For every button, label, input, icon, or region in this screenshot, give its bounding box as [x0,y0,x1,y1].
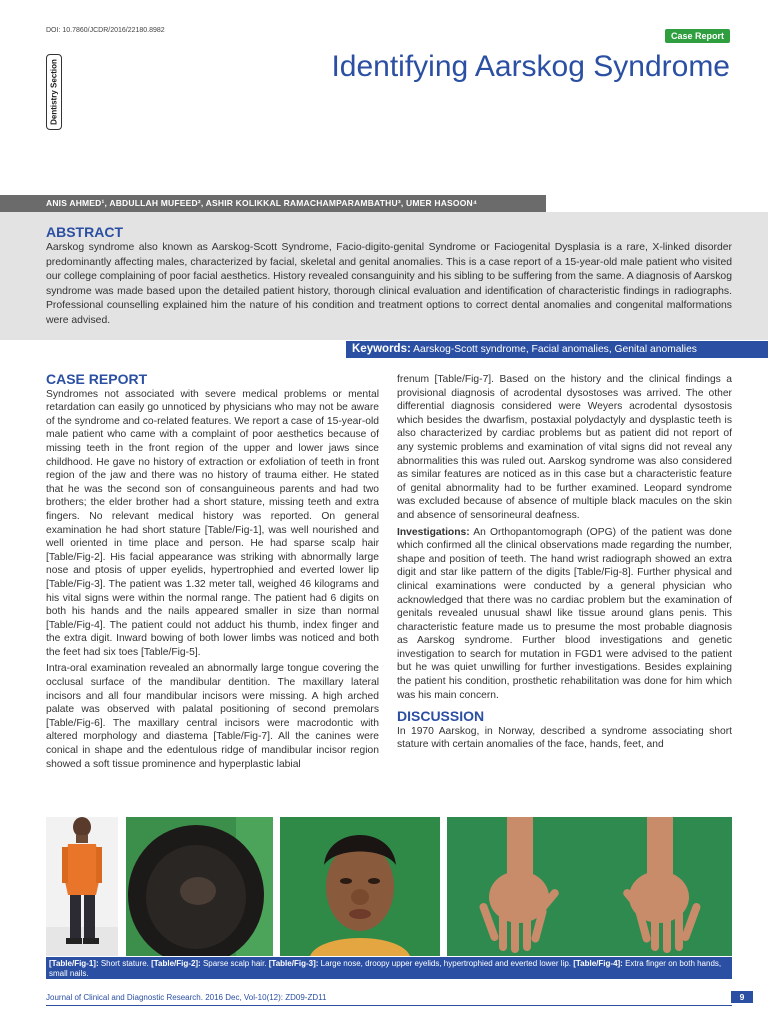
keywords-bar [346,341,768,358]
section-tag-label: Dentistry Section [49,59,59,125]
caption-fig3-text: Large nose, droopy upper eyelids, hypertrophied and everted lower lip. [318,959,574,968]
left-column [46,373,379,774]
abstract-text: Aarskog syndrome also known as Aarskog-Scott Syndrome, Facio-digito-genital Syndrome or Faciogenital Dysplasia is a rare, X-linked disorder predominantly affecting males, characterized by facial, skeletal and genital anomalies. This is a case report of a 15-year-old male patient who visited our college complaining of poor facial aesthetics. History revealed consanguinity and his sibling to be suffering from the same. A diagnosis of Aarskog syndrome was made based upon the detailed patient history, thorough clinical evaluation and identification of characteristic findings in radiographs. Professional counselling explained him the nature of his condition and treatment options to correct dental anomalies and congenital malformations were advised. [46,242,732,326]
caption-fig4-text: Extra finger on both hands, small nails. [49,959,722,978]
figure-2-photo [126,817,273,956]
journal-footer: Journal of Clinical and Diagnostic Research. 2016 Dec, Vol-10(12): ZD09-ZD11 [46,993,327,1002]
figure-1-photo [46,817,118,956]
figure-3-photo [280,817,440,956]
case-report-paragraph-1: Syndromes not associated with severe medical problems or mental retardation can easily go unnoticed by physicians who may not be aware of the syndrome and co-related features. We report a case of 15-year-old male patient who came with a complaint of poor aesthetics because of missing teeth in the front region of the upper and lower jaws since childhood. He gave no history of extraction or exfoliation of teeth in front region of the jaw and there was no history of trauma either. He stated that he was the second son of consanguineous parents and had two brothers; the elder brother had a short stature, missing teeth and extra fingers. No relevant medical history was reported. On general examination he had short stature [Table/Fig-1], was well nourished and well oriented in time place and person. He had sparse scalp hair [Table/Fig-2]. His facial appearance was striking with abnormally large nose and ptosis of upper eyelids, hypertrophied and everted lower lip [Table/Fig-3]. The patient was 1.32 meter tall, weighed 46 kilograms and his vital signs were within the normal range. The patient had 6 digits on both his hands and the nails appeared smaller in size than normal [Table/Fig-4]. The patient could not adduct his thumb, index finger and the extra digit. Inward bowing of both lower limbs was noticed and both the feet had six toes [Table/Fig-5]. [46,388,379,658]
discussion-text: In 1970 Aarskog, in Norway, described a syndrome associating short stature with certain anomalies of the face, hands, feet, and [397,725,732,751]
right-column [397,373,732,755]
doi: DOI: 10.7860/JCDR/2016/22180.8982 [46,27,165,34]
caption-fig2-label: [Table/Fig-2]: [151,959,201,968]
caption-fig1-label: [Table/Fig-1]: [49,959,99,968]
caption-fig2-text: Sparse scalp hair. [200,959,269,968]
page-number: 9 [731,991,753,1003]
discussion-heading: DISCUSSION [397,708,485,725]
abstract-heading: ABSTRACT [46,224,123,240]
caption-fig3-label: [Table/Fig-3]: [268,959,319,968]
investigations-paragraph [397,526,732,703]
footer-rule [46,1005,732,1006]
caption-fig4-label: [Table/Fig-4]: [573,959,623,968]
caption-fig1-text: Short stature. [98,959,152,968]
case-report-paragraph-2: Intra-oral examination revealed an abnormally large tongue covering the occlusal surface of the mandibular dentition. The maxillary lateral incisors and all four mandibular incisors were missing. A high arched palate was observed with palatal positioning of second premolars [Table/Fig-6]. The maxillary central incisors were macrodontic with altered morphology and diastema [Table/Fig-7]. All the canines were conical in shape and the edentulous ridge of mandibular incisor region showed a soft tissue prominence and hyperplastic labial [46,663,379,770]
article-title: Identifying Aarskog Syndrome [331,50,730,83]
keywords-text: Aarskog-Scott syndrome, Facial anomalies, Genital anomalies [413,344,697,355]
figure-caption [46,957,732,979]
keywords-label: Keywords: [352,343,411,355]
case-report-paragraph-3: frenum [Table/Fig-7]. Based on the history and the clinical findings a provisional diagnosis of acrodental dysostoses was arrived. The other differential diagnosis considered were Weyers acrodental dysostosis which besides the dwarfism, postaxial polydactyly and dysplastic teeth is also characterized by cardiac problems but as patient did not report of any systemic problems and examination of vital signs did not reveal any abnormalities this was ruled out. Aarskog syndrome was also considered as similar features are noticed as in this case but a characteristic feature of genital abnormality had to be further examined. Leopard syndrome was excluded because of absence of multiple black macules on the skin and absence of sensorineural deafness. [397,374,732,521]
case-report-badge: Case Report [665,29,730,43]
figure-strip [46,817,732,956]
case-report-heading: CASE REPORT [46,371,148,387]
author-bar: ANIS AHMED¹, ABDULLAH MUFEED², ASHIR KOLIKKAL RAMACHAMPARAMBATHU³, UMER HASOON⁴ [0,195,546,212]
investigations-text: An Orthopantomograph (OPG) of the patient was done which confirmed all the clinical observations made regarding the number, shape and position of teeth. The hand wrist radiograph showed an extra digit and star like pattern of the digits [Table/Fig-8]. Further physical and clinical examinations were conducted by a general physician who acknowledged that there was no cardiac problem but the examination of genitals revealed unusual shawl like tissue around glans penis. This characteristic feature made us to presume the most probable diagnosis as Aarskog syndrome. Further blood investigations and genetic investigation to search for mutation in FGD1 were advised to the patient but he was quiet unwilling for further investigations. Besides explaining the patient his condition, prosthetic rehabilitation was done for him which was his main concern. [397,526,732,701]
figure-4-photo [447,817,732,956]
section-tag [46,54,62,130]
investigations-label: Investigations: [397,526,470,538]
